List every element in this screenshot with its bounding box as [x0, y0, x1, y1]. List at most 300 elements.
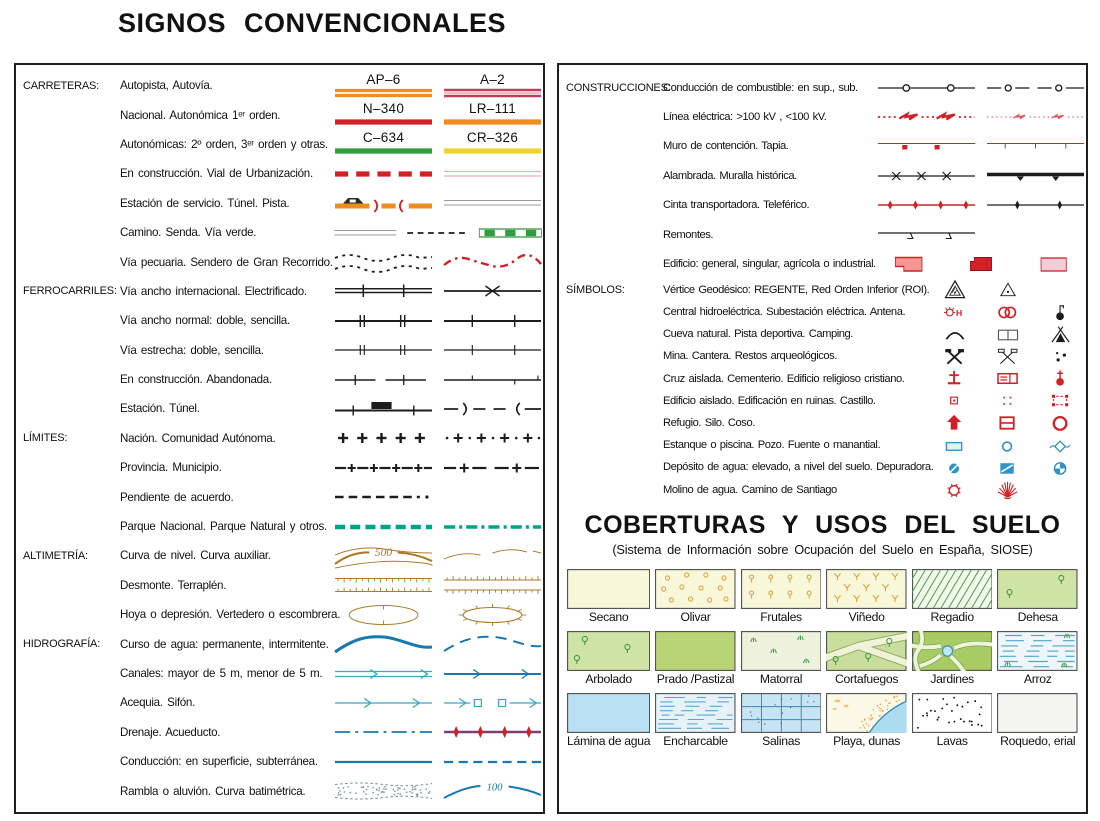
legend-row: [559, 191, 1086, 220]
symbol-group: [876, 75, 1086, 101]
category-label: ALTIMETRÍA:: [23, 549, 88, 562]
symbol-group: [942, 390, 1074, 411]
symbol-rail-double-icon: [333, 308, 434, 334]
symbol-aqueduct-icon: [442, 719, 543, 745]
row-description: Vía pecuaria. Sendero de Gran Recorrido.: [120, 255, 333, 269]
symbol-group: [333, 102, 543, 128]
symbol-hoya-icon: [333, 602, 434, 628]
land-cover-cell: [655, 631, 736, 686]
symbol-spacer: [1048, 279, 1074, 300]
symbol-retaining-wall-icon: [876, 133, 977, 159]
symbol-acequia-icon: [333, 690, 434, 716]
symbol-group: [876, 222, 1086, 248]
symbol-group: [942, 279, 1074, 300]
land-cover-title: COBERTURAS Y USOS DEL SUELO: [584, 510, 1061, 539]
symbol-group: [942, 368, 1074, 389]
symbol-santiago-shell-icon: [995, 479, 1021, 500]
legend-row: [559, 301, 1086, 323]
row-description: Cruz aislada. Cementerio. Edificio religioso cristiano.: [663, 372, 905, 385]
symbol-ruins-icon: [995, 390, 1021, 411]
symbol-hydro-plant-icon: [942, 302, 968, 323]
legend-row: [559, 434, 1086, 456]
symbol-archaeological-site-icon: [1048, 346, 1074, 367]
legend-row: [16, 453, 543, 482]
road-code: A–2: [480, 71, 505, 87]
symbol-motorway-free-icon: [442, 73, 543, 99]
legend-row: [16, 541, 543, 570]
legend-row: [16, 247, 543, 276]
symbol-treatment-plant-icon: [1048, 457, 1074, 478]
land-cover-swatch-arbolado: [567, 631, 650, 671]
symbol-rail-narrow-double-icon: [333, 337, 434, 363]
symbol-rail-international-icon: [333, 278, 434, 304]
road-code: N–340: [362, 101, 405, 117]
symbol-sifon-icon: [442, 690, 543, 716]
land-cover-swatch-roquedo: [997, 693, 1078, 733]
row-description: Acequia. Sifón.: [120, 696, 195, 710]
row-description: Autopista, Autovía.: [120, 79, 213, 93]
symbol-sendero-gr-icon: [442, 249, 543, 275]
land-cover-label: Viñedo: [848, 609, 885, 624]
legend-row: [16, 512, 543, 541]
symbol-group: [942, 346, 1074, 367]
land-cover-label: Salinas: [762, 733, 800, 748]
legend-row: [16, 365, 543, 394]
row-description: Camino. Senda. Vía verde.: [120, 226, 257, 240]
land-cover-cell: [741, 631, 822, 686]
land-cover-cell: [912, 631, 993, 686]
symbol-contour-level-icon: [333, 543, 434, 569]
symbol-group: [876, 133, 1086, 159]
land-cover-cell: [912, 693, 993, 748]
legend-row: [16, 659, 543, 688]
legend-row: [559, 390, 1086, 412]
legend-row: [16, 571, 543, 600]
symbol-contour-auxiliary-icon: [442, 543, 543, 569]
symbol-ski-lift-icon: [876, 222, 977, 248]
symbol-isolated-building-icon: [942, 390, 968, 411]
land-cover-swatch-prado: [655, 631, 736, 671]
symbol-terraplen-icon: [442, 572, 543, 598]
road-code: CR–326: [466, 130, 519, 146]
legend-row: [16, 776, 543, 805]
symbol-group: [333, 572, 543, 598]
land-cover-label: Lámina de agua: [567, 733, 651, 748]
symbol-group: [942, 479, 1074, 500]
symbol-road-orange-icon: [442, 102, 543, 128]
symbol-group: [333, 131, 543, 157]
road-code: AP–6: [366, 71, 401, 87]
land-cover-label: Playa, dunas: [833, 733, 901, 748]
symbol-rail-electrified-icon: [442, 278, 543, 304]
symbol-group: [942, 412, 1074, 433]
row-description: Estanque o piscina. Pozo. Fuente o manantial.: [663, 439, 881, 452]
land-cover-swatch-olivar: [655, 569, 736, 609]
legend-row: [559, 73, 1086, 102]
symbol-sports-field-icon: [995, 324, 1021, 345]
symbol-conduction-surface-icon: [333, 749, 434, 775]
legend-row: [16, 100, 543, 129]
symbol-service-station-tunnel-icon: [333, 190, 434, 216]
land-cover-swatch-lavas: [912, 693, 993, 733]
row-description: Depósito de agua: elevado, a nivel del suelo. Depuradora.: [663, 461, 934, 474]
land-cover-cell: [912, 569, 993, 624]
row-description: Parque Nacional. Parque Natural y otros.: [120, 520, 327, 534]
row-description: Edificio aislado. Edificación en ruinas. Castillo.: [663, 394, 876, 407]
land-cover-label: Jardines: [930, 671, 974, 686]
land-cover-label: Encharcable: [663, 733, 728, 748]
symbol-well-icon: [995, 435, 1021, 456]
legend-row: [16, 189, 543, 218]
symbol-park-natural-icon: [442, 514, 543, 540]
row-description: Rambla o aluvión. Curva batimétrica.: [120, 784, 306, 798]
symbol-isolated-cross-icon: [942, 368, 968, 389]
row-description: Conducción: en superficie, subterránea.: [120, 755, 318, 769]
land-cover-swatch-regadio: [912, 569, 993, 609]
land-cover-swatch-cortafuegos: [826, 631, 907, 671]
land-cover-label: Matorral: [759, 671, 803, 686]
symbol-bathymetric-icon: [442, 778, 543, 804]
land-cover-label: Regadio: [930, 609, 974, 624]
symbol-rambla-icon: [333, 778, 434, 804]
symbol-silo-icon: [995, 412, 1021, 433]
symbol-castle-icon: [1048, 390, 1074, 411]
land-cover-cell: [567, 631, 650, 686]
land-cover-swatch-encharcable: [655, 693, 736, 733]
symbol-conveyor-belt-icon: [876, 192, 977, 218]
symbol-via-verde-icon: [478, 220, 543, 246]
land-cover-swatch-playa: [826, 693, 907, 733]
land-cover-swatch-jardines: [912, 631, 993, 671]
land-cover-cell: [997, 693, 1078, 748]
symbol-group: [333, 73, 543, 99]
symbol-group: [333, 190, 543, 216]
land-cover-label: Dehesa: [1017, 609, 1058, 624]
symbol-group: [333, 455, 543, 481]
land-cover-label: Cortafuegos: [835, 671, 899, 686]
row-description: Alambrada. Muralla histórica.: [663, 169, 797, 182]
symbol-cave-icon: [942, 324, 968, 345]
row-description: Remontes.: [663, 228, 714, 241]
symbol-road-red-icon: [333, 102, 434, 128]
symbol-rail-abandoned-icon: [442, 367, 543, 393]
land-cover-label: Arbolado: [585, 671, 632, 686]
svg-text:500: 500: [374, 546, 393, 559]
land-cover-cell: [567, 569, 650, 624]
symbol-camino-icon: [333, 220, 398, 246]
symbol-group: [333, 220, 543, 246]
row-description: Autonómicas: 2º orden, 3ᵉʳ orden y otras.: [120, 137, 328, 151]
symbol-refuge-icon: [942, 412, 968, 433]
symbol-wire-fence-icon: [876, 163, 977, 189]
symbol-group: [333, 484, 543, 510]
row-description: Pendiente de acuerdo.: [120, 490, 234, 504]
legend-row: [16, 747, 543, 776]
category-label: HIDROGRAFÍA:: [23, 638, 101, 651]
symbol-building-general-icon: [876, 251, 941, 277]
legend-row: [559, 102, 1086, 131]
legend-row: [559, 249, 1086, 278]
symbol-rail-station-icon: [333, 396, 434, 422]
symbol-group: [333, 308, 543, 334]
category-label: SÍMBOLOS:: [566, 283, 625, 296]
land-cover-cell: [567, 693, 650, 748]
symbol-group: [333, 278, 543, 304]
row-description: Muro de contención. Tapia.: [663, 140, 789, 153]
symbol-road-yellow-icon: [442, 131, 543, 157]
legend-row: [559, 323, 1086, 345]
symbol-group: [333, 249, 543, 275]
symbol-limit-province-icon: [333, 455, 434, 481]
row-description: Vía estrecha: doble, sencilla.: [120, 343, 264, 357]
symbol-senda-icon: [406, 220, 471, 246]
row-description: Vía ancho normal: doble, sencilla.: [120, 314, 290, 328]
symbol-group: [333, 778, 543, 804]
row-description: Drenaje. Acueducto.: [120, 725, 221, 739]
legend-row: [16, 688, 543, 717]
symbol-rail-tunnel-icon: [442, 396, 543, 422]
symbol-quarry-icon: [995, 346, 1021, 367]
row-description: Conducción de combustible: en sup., sub.: [663, 81, 858, 94]
legend-row: [16, 71, 543, 100]
symbol-urban-road-icon: [442, 161, 543, 187]
land-cover-label: Frutales: [760, 609, 802, 624]
symbol-group: [876, 163, 1086, 189]
symbol-group: [333, 396, 543, 422]
legend-row: [16, 130, 543, 159]
land-cover-cell: [997, 569, 1078, 624]
row-description: Cueva natural. Pista deportiva. Camping.: [663, 328, 853, 341]
symbol-vertedero-icon: [442, 602, 543, 628]
svg-text:H: H: [955, 307, 963, 318]
category-label: FERROCARRILES:: [23, 285, 117, 298]
symbol-group: [333, 661, 543, 687]
land-cover-cell: [997, 631, 1078, 686]
symbol-building-singular-icon: [949, 251, 1014, 277]
land-cover-swatch-dehesa: [997, 569, 1078, 609]
symbol-water-mill-icon: [942, 479, 968, 500]
land-cover-cell: [741, 569, 822, 624]
land-cover-label: Secano: [588, 609, 629, 624]
legend-row: [559, 456, 1086, 478]
row-description: Desmonte. Terraplén.: [120, 578, 227, 592]
symbol-group: [333, 367, 543, 393]
legend-row: [559, 132, 1086, 161]
symbol-group: [333, 161, 543, 187]
symbol-cable-car-icon: [985, 192, 1086, 218]
row-description: Estación. Túnel.: [120, 402, 200, 416]
symbol-bullring-icon: [1048, 412, 1074, 433]
road-code: LR–111: [468, 101, 517, 117]
symbol-desmonte-icon: [333, 572, 434, 598]
symbol-road-green-icon: [333, 131, 434, 157]
row-description: Refugio. Silo. Coso.: [663, 416, 755, 429]
row-description: Edificio: general, singular, agrícola o industrial.: [663, 258, 876, 271]
symbol-camping-icon: [1048, 324, 1074, 345]
land-cover-swatch-secano: [567, 569, 650, 609]
symbol-limit-autonomous-community-icon: [442, 425, 543, 451]
row-description: Canales: mayor de 5 m, menor de 5 m.: [120, 667, 323, 680]
land-cover-label: Prado /Pastizal: [656, 671, 735, 686]
symbol-geodesic-roi-icon: [995, 279, 1021, 300]
land-cover-cell: [655, 569, 736, 624]
symbol-pista-icon: [442, 190, 543, 216]
symbol-water-tank-elevated-icon: [942, 457, 968, 478]
land-cover-subtitle: (Sistema de Información sobre Ocupación del Suelo en España, SIOSE): [612, 541, 1033, 557]
symbol-water-tank-ground-icon: [995, 457, 1021, 478]
legend-row: [16, 424, 543, 453]
symbol-group: [333, 631, 543, 657]
row-description: Mina. Cantera. Restos arqueológicos.: [663, 350, 837, 363]
land-cover-label: Lavas: [936, 733, 968, 748]
category-label: LÍMITES:: [23, 432, 68, 445]
land-cover-swatch-frutales: [741, 569, 822, 609]
land-cover-swatch-lamina: [567, 693, 650, 733]
symbol-group: [876, 192, 1086, 218]
legend-row: [16, 159, 543, 188]
row-description: Línea eléctrica: >100 kV , <100 kV.: [663, 111, 827, 124]
symbol-pond-pool-icon: [942, 435, 968, 456]
row-description: En construcción. Abandonada.: [120, 373, 272, 387]
symbol-group: [333, 690, 543, 716]
legend-row: [16, 600, 543, 629]
signs-panel-right: [557, 63, 1088, 814]
symbol-group: [333, 543, 543, 569]
row-description: Curso de agua: permanente, intermitente.: [120, 637, 329, 651]
symbol-group: [942, 324, 1074, 345]
symbol-limit-pending-icon: [333, 484, 434, 510]
row-description: Nación. Comunidad Autónoma.: [120, 431, 276, 445]
land-cover-swatch-vinedo: [826, 569, 907, 609]
row-description: Cinta transportadora. Teleférico.: [663, 199, 810, 212]
legend-row: [16, 718, 543, 747]
symbol-fuel-underground-icon: [985, 75, 1086, 101]
symbol-park-national-icon: [333, 514, 434, 540]
land-cover-label: Olivar: [680, 609, 711, 624]
page-title: SIGNOS CONVENCIONALES: [118, 8, 507, 38]
land-cover-cell: [826, 693, 907, 748]
symbol-limit-municipality-icon: [442, 455, 543, 481]
symbol-christian-building-icon: [1048, 368, 1074, 389]
symbol-historic-wall-icon: [985, 163, 1086, 189]
legend-row: [16, 394, 543, 423]
land-cover-swatch-arroz: [997, 631, 1078, 671]
legend-row: [559, 367, 1086, 389]
symbol-group: [333, 749, 543, 775]
symbol-group: [942, 302, 1074, 323]
symbol-limit-nation-icon: [333, 425, 434, 451]
legend-row: [559, 412, 1086, 434]
symbol-river-intermittent-icon: [442, 631, 543, 657]
symbol-rail-single-icon: [442, 308, 543, 334]
legend-row: [16, 629, 543, 658]
legend-row: [559, 220, 1086, 249]
category-label: CONSTRUCCIONES:: [566, 81, 671, 94]
land-cover-cell: [741, 693, 822, 748]
symbol-antenna-icon: [1048, 302, 1074, 323]
svg-text:100: 100: [486, 782, 503, 794]
row-description: Estación de servicio. Túnel. Pista.: [120, 196, 290, 210]
symbol-canal-major-icon: [333, 661, 434, 687]
land-cover-swatch-salinas: [741, 693, 822, 733]
left-legend-rows: [16, 71, 543, 806]
symbol-group: [942, 435, 1074, 456]
symbol-tapia-icon: [985, 133, 1086, 159]
legend-row: [559, 161, 1086, 190]
row-description: Nacional. Autonómica 1ᵉʳ orden.: [120, 108, 281, 122]
symbol-river-permanent-icon: [333, 631, 434, 657]
symbol-group: [333, 425, 543, 451]
legend-row: [559, 478, 1086, 500]
symbol-group: [333, 514, 543, 540]
legend-row: [16, 218, 543, 247]
symbol-group: [942, 457, 1074, 478]
symbol-spacer: [442, 484, 543, 510]
symbol-fuel-surface-icon: [876, 75, 977, 101]
symbol-drainage-icon: [333, 719, 434, 745]
row-description: Curva de nivel. Curva auxiliar.: [120, 549, 271, 563]
right-legend-rows: [559, 73, 1086, 501]
land-cover-cell: [655, 693, 736, 748]
symbol-mine-icon: [942, 346, 968, 367]
symbol-rail-narrow-single-icon: [442, 337, 543, 363]
symbol-cemetery-icon: [995, 368, 1021, 389]
symbol-group: [876, 104, 1086, 130]
row-description: Hoya o depresión. Vertedero o escombrera.: [120, 608, 341, 622]
land-cover-cell: [826, 569, 907, 624]
symbol-group: [333, 337, 543, 363]
land-cover-label: Arroz: [1023, 671, 1052, 686]
symbol-group: [333, 602, 543, 628]
legend-row: [16, 336, 543, 365]
legend-row: [16, 482, 543, 511]
land-cover-swatch-matorral: [741, 631, 822, 671]
land-cover-label: Roquedo, erial: [1000, 733, 1076, 748]
legend-row: [16, 277, 543, 306]
symbol-via-pecuaria-icon: [333, 249, 434, 275]
legend-row: [16, 306, 543, 335]
legend-row: [559, 279, 1086, 301]
symbol-canal-minor-icon: [442, 661, 543, 687]
symbol-rail-construction-icon: [333, 367, 434, 393]
row-description: Molino de agua. Camino de Santiago: [663, 483, 837, 496]
land-cover-grid: [559, 557, 1086, 748]
row-description: Central hidroeléctrica. Subestación eléctrica. Antena.: [663, 306, 906, 319]
symbol-group: [876, 251, 1086, 277]
symbol-spring-icon: [1048, 435, 1074, 456]
row-description: Vértice Geodésico: REGENTE, Red Orden Inferior (ROI).: [663, 283, 930, 296]
symbol-road-construction-icon: [333, 161, 434, 187]
category-label: CARRETERAS:: [23, 79, 100, 92]
row-description: En construcción. Vial de Urbanización.: [120, 167, 313, 181]
symbol-spacer: [985, 222, 1086, 248]
road-code: C–634: [362, 130, 405, 146]
symbol-building-agricultural-icon: [1021, 251, 1086, 277]
symbol-power-line-high-icon: [876, 104, 977, 130]
symbol-power-line-low-icon: [985, 104, 1086, 130]
symbol-conduction-underground-icon: [442, 749, 543, 775]
legend-row: [559, 345, 1086, 367]
symbol-spacer: [1048, 479, 1074, 500]
symbol-geodesic-regente-icon: [942, 279, 968, 300]
signs-panel-left: [14, 63, 545, 814]
symbol-group: [333, 719, 543, 745]
land-cover-cell: [826, 631, 907, 686]
row-description: Provincia. Municipio.: [120, 461, 222, 475]
symbol-substation-icon: [995, 302, 1021, 323]
row-description: Vía ancho internacional. Electrificado.: [120, 284, 307, 298]
symbol-motorway-toll-icon: [333, 73, 434, 99]
